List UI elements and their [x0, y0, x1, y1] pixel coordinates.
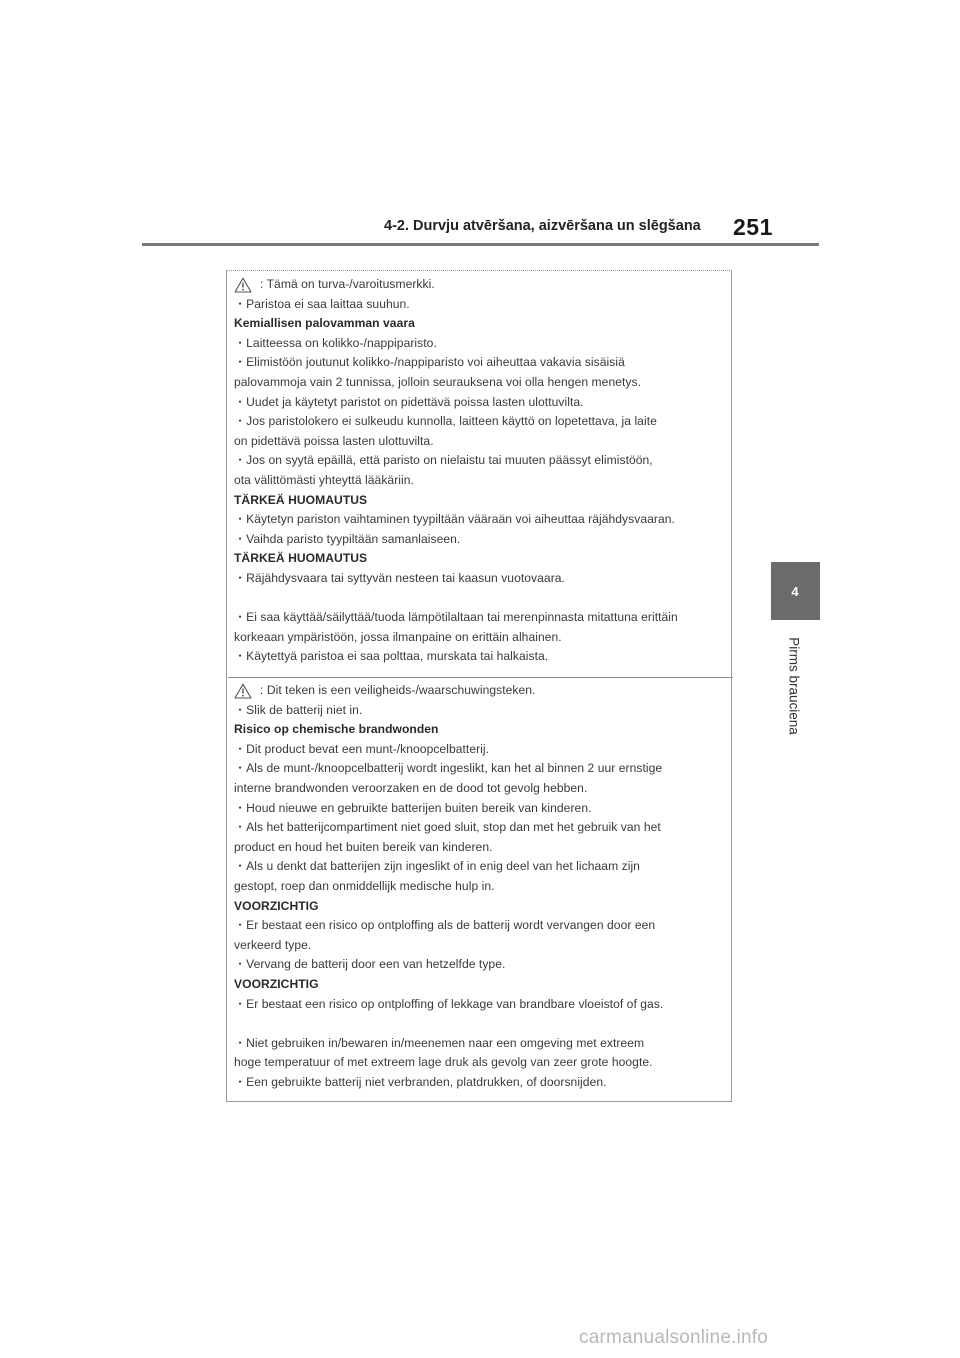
- notice-text-line: ・Räjähdysvaara tai syttyvän nesteen tai kaasun vuotovaara.: [234, 570, 565, 585]
- notice-text-line: ・Een gebruikte batterij niet verbranden, platdrukken, of doorsnijden.: [234, 1074, 607, 1089]
- notice-text-line: interne brandwonden veroorzaken en de dood tot gevolg hebben.: [234, 780, 588, 795]
- notice-text-line: ・Vervang de batterij door een van hetzelfde type.: [234, 957, 506, 972]
- warning-triangle-icon: [234, 277, 252, 293]
- notice-text-line: ・Slik de batterij niet in.: [234, 702, 363, 717]
- notice-heading: TÄRKEÄ HUOMAUTUS: [234, 492, 368, 507]
- notice-text-line: ・Er bestaat een risico op ontploffing of lekkage van brandbare vloeistof of gas.: [234, 996, 664, 1011]
- chapter-tab: [771, 562, 819, 620]
- notice-text-line: ・Uudet ja käytetyt paristot on pidettävä poissa lasten ulottuvilta.: [234, 394, 584, 409]
- notice-text-line: ・Laitteessa on kolikko-/nappiparisto.: [234, 335, 437, 350]
- notice-text-line: ・Jos paristolokero ei sulkeudu kunnolla, laitteen käyttö on lopetettava, ja laite: [234, 414, 657, 429]
- chapter-number: 4: [791, 583, 799, 599]
- notice-text-line: on pidettävä poissa lasten ulottuvilta.: [234, 433, 434, 448]
- warning-symbol-line: [234, 275, 732, 295]
- notice-text-line: ・Houd nieuwe en gebruikte batterijen buiten bereik van kinderen.: [234, 800, 592, 815]
- warning-symbol-text: : Tämä on turva-/varoitusmerkki.: [260, 277, 435, 291]
- notice-text-line: ・Als u denkt dat batterijen zijn ingeslikt of in enig deel van het lichaam zijn: [234, 859, 640, 874]
- notice-text-line: ・Elimistöön joutunut kolikko-/nappiparisto voi aiheuttaa vakavia sisäisiä: [234, 355, 625, 370]
- notice-text-line: ・Niet gebruiken in/bewaren in/meenemen naar een omgeving met extreem: [234, 1035, 645, 1050]
- notice-heading: TÄRKEÄ HUOMAUTUS: [234, 551, 368, 566]
- warning-symbol-line: [234, 681, 732, 701]
- notice-text-line: ota välittömästi yhteyttä lääkäriin.: [234, 472, 414, 487]
- notice-dutch-lines: [234, 701, 732, 1093]
- notice-text-line: ・Dit product bevat een munt-/knoopcelbatterij.: [234, 741, 490, 756]
- notice-text-line: korkeaan ympäristöön, jossa ilmanpaine on erittäin alhainen.: [234, 629, 562, 644]
- notice-text-line: ・Käytettyä paristoa ei saa polttaa, murskata tai halkaista.: [234, 649, 549, 664]
- notice-text-line: palovammoja vain 2 tunnissa, jolloin seurauksena voi olla hengen menetys.: [234, 374, 642, 389]
- notice-heading: VOORZICHTIG: [234, 976, 319, 991]
- warning-triangle-icon: [234, 683, 252, 699]
- notice-text-line: ・Ei saa käyttää/säilyttää/tuoda lämpötilaltaan tai merenpinnasta mitattuna erittäin: [234, 610, 678, 625]
- notice-text-line: ・Jos on syytä epäillä, että paristo on nielaistu tai muuten päässyt elimistöön,: [234, 453, 653, 468]
- line-spacer: [234, 589, 732, 609]
- section-title: 4-2. Durvju atvēršana, aizvēršana un slēgšana: [384, 218, 701, 234]
- notice-text-line: ・Als het batterijcompartiment niet goed sluit, stop dan met het gebruik van het: [234, 820, 661, 835]
- notice-text-line: ・Er bestaat een risico op ontploffing als de batterij wordt vervangen door een: [234, 918, 656, 933]
- notice-dutch: [234, 681, 732, 1092]
- notice-text-line: gestopt, roep dan onmiddellijk medische hulp in.: [234, 878, 495, 893]
- chapter-tab-edge: [818, 562, 820, 620]
- chapter-label: Pirms brauciena: [786, 637, 802, 735]
- notice-heading: Kemiallisen palovamman vaara: [234, 316, 415, 331]
- notice-divider: [228, 677, 733, 678]
- notice-heading: Risico op chemische brandwonden: [234, 722, 439, 737]
- notice-text-line: hoge temperatuur of met extreem lage druk als gevolg van zeer grote hoogte.: [234, 1055, 653, 1070]
- notice-finnish: [234, 275, 732, 667]
- watermark: carmanualsonline.info: [579, 1327, 769, 1348]
- line-spacer: [234, 1014, 732, 1034]
- notice-text-line: product en houd het buiten bereik van kinderen.: [234, 839, 493, 854]
- warning-symbol-text: : Dit teken is een veiligheids-/waarschuwingsteken.: [260, 683, 536, 697]
- page-number: 251: [733, 214, 773, 240]
- notice-heading: VOORZICHTIG: [234, 898, 319, 913]
- notice-text-line: verkeerd type.: [234, 937, 312, 952]
- notice-text-line: ・Als de munt-/knoopcelbatterij wordt ingeslikt, kan het al binnen 2 uur ernstige: [234, 761, 663, 776]
- header-divider: [142, 243, 819, 246]
- notice-text-line: ・Vaihda paristo tyypiltään samanlaiseen.: [234, 531, 461, 546]
- notice-text-line: ・Paristoa ei saa laittaa suuhun.: [234, 296, 410, 311]
- notice-finnish-lines: [234, 295, 732, 667]
- notice-text-line: ・Käytetyn pariston vaihtaminen tyypiltään vääraän voi aiheuttaa räjähdysvaaran.: [234, 512, 675, 527]
